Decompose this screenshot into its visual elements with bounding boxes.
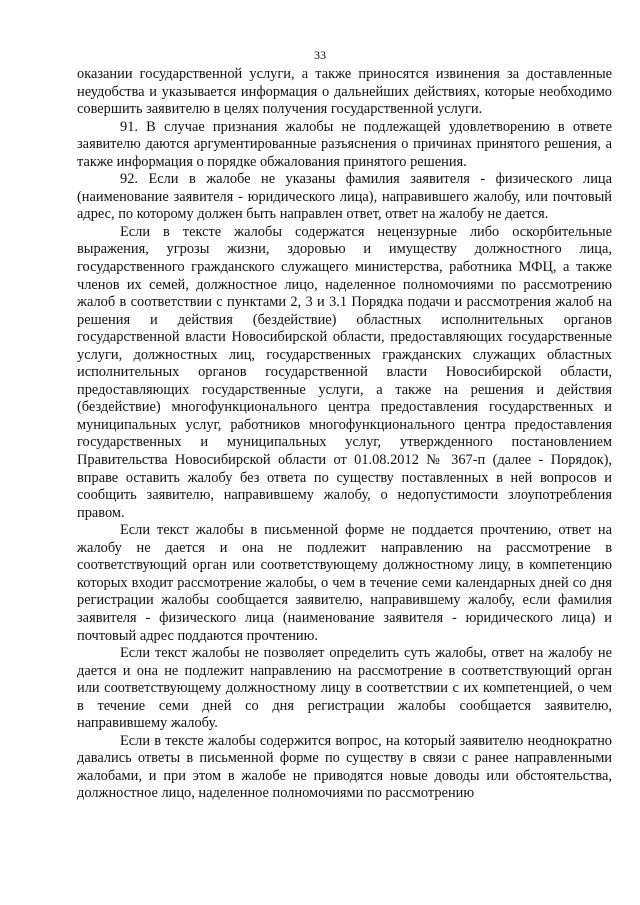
paragraph-92: 92. Если в жалобе не указаны фамилия заявителя - физического лица (наименование заявителя - юридического лица), направившего жалобу, или почтовый адрес, по которому должен быть направлен ответ, ответ на жалобу не дается. <box>77 171 612 223</box>
paragraph-repeated-question: Если в тексте жалобы содержится вопрос, на который заявителю неоднократно давались ответы в письменной форме по существу в связи с ранее направленными жалобами, и при этом в жалобе не приводятся новые доводы или обстоятельства, должностное лицо, наделенное полномочиями по рассмотрению <box>77 732 612 802</box>
paragraph-91: 91. В случае признания жалобы не подлежащей удовлетворению в ответе заявителю даются аргументированные разъяснения о причинах принятого решения, а также информация о порядке обжалования принятого решения. <box>77 118 612 170</box>
paragraph-undefined-essence: Если текст жалобы не позволяет определить суть жалобы, ответ на жалобу не дается и она не подлежит направлению на рассмотрение в соответствующий орган или соответствующему должностному лицу в соответствии с их компетенцией, о чем в течение семи дней со дня регистрации жалобы сообщается заявителю, направившему жалобу. <box>77 645 612 732</box>
paragraph-offensive-language: Если в тексте жалобы содержатся нецензурные либо оскорбительные выражения, угрозы жизни, здоровью и имуществу должностного лица, государственного гражданского служащего министерства, работника МФЦ, а также членов их семей, должностное лицо, наделенное полномочиями по рассмотрению жалоб в соответствии с пунктами 2, 3 и 3.1 Порядка подачи и рассмотрения жалоб на решения и действия (бездействие) областных исполнительных органов государственной власти Новосибирской области, предоставляющих государственные услуги, должностных лиц, государственных гражданских служащих областных исполнительных органов государственной власти Новосибирской области, предоставляющих государственные услуги, а также на решения и действия (бездействие) многофункционального центра предоставления государственных и муниципальных услуг, работников многофункционального центра предоставления государственных и муниципальных услуг, утвержденного постановлением Правительства Новосибирской области от 01.08.2012 № 367-п (далее - Порядок), вправе оставить жалобу без ответа по существу поставленных в ней вопросов и сообщить заявителю, направившему жалобу, о недопустимости злоупотребления правом. <box>77 223 612 521</box>
paragraph-continuation: оказании государственной услуги, а также приносятся извинения за доставленные неудобства и указывается информация о дальнейших действиях, которые необходимо совершить заявителю в целях получения государственной услуги. <box>77 66 612 118</box>
document-body <box>77 66 612 803</box>
page-number: 33 <box>314 48 326 62</box>
paragraph-unreadable-text: Если текст жалобы в письменной форме не поддается прочтению, ответ на жалобу не дается и она не подлежит направлению на рассмотрение в соответствующий орган или соответствующему должностному лицу, в компетенцию которых входит рассмотрение жалобы, о чем в течение семи календарных дней со дня регистрации жалобы сообщается заявителю, направившему жалобу, если фамилия заявителя - физического лица (наименование заявителя - юридического лица) и почтовый адрес поддаются прочтению. <box>77 522 612 644</box>
